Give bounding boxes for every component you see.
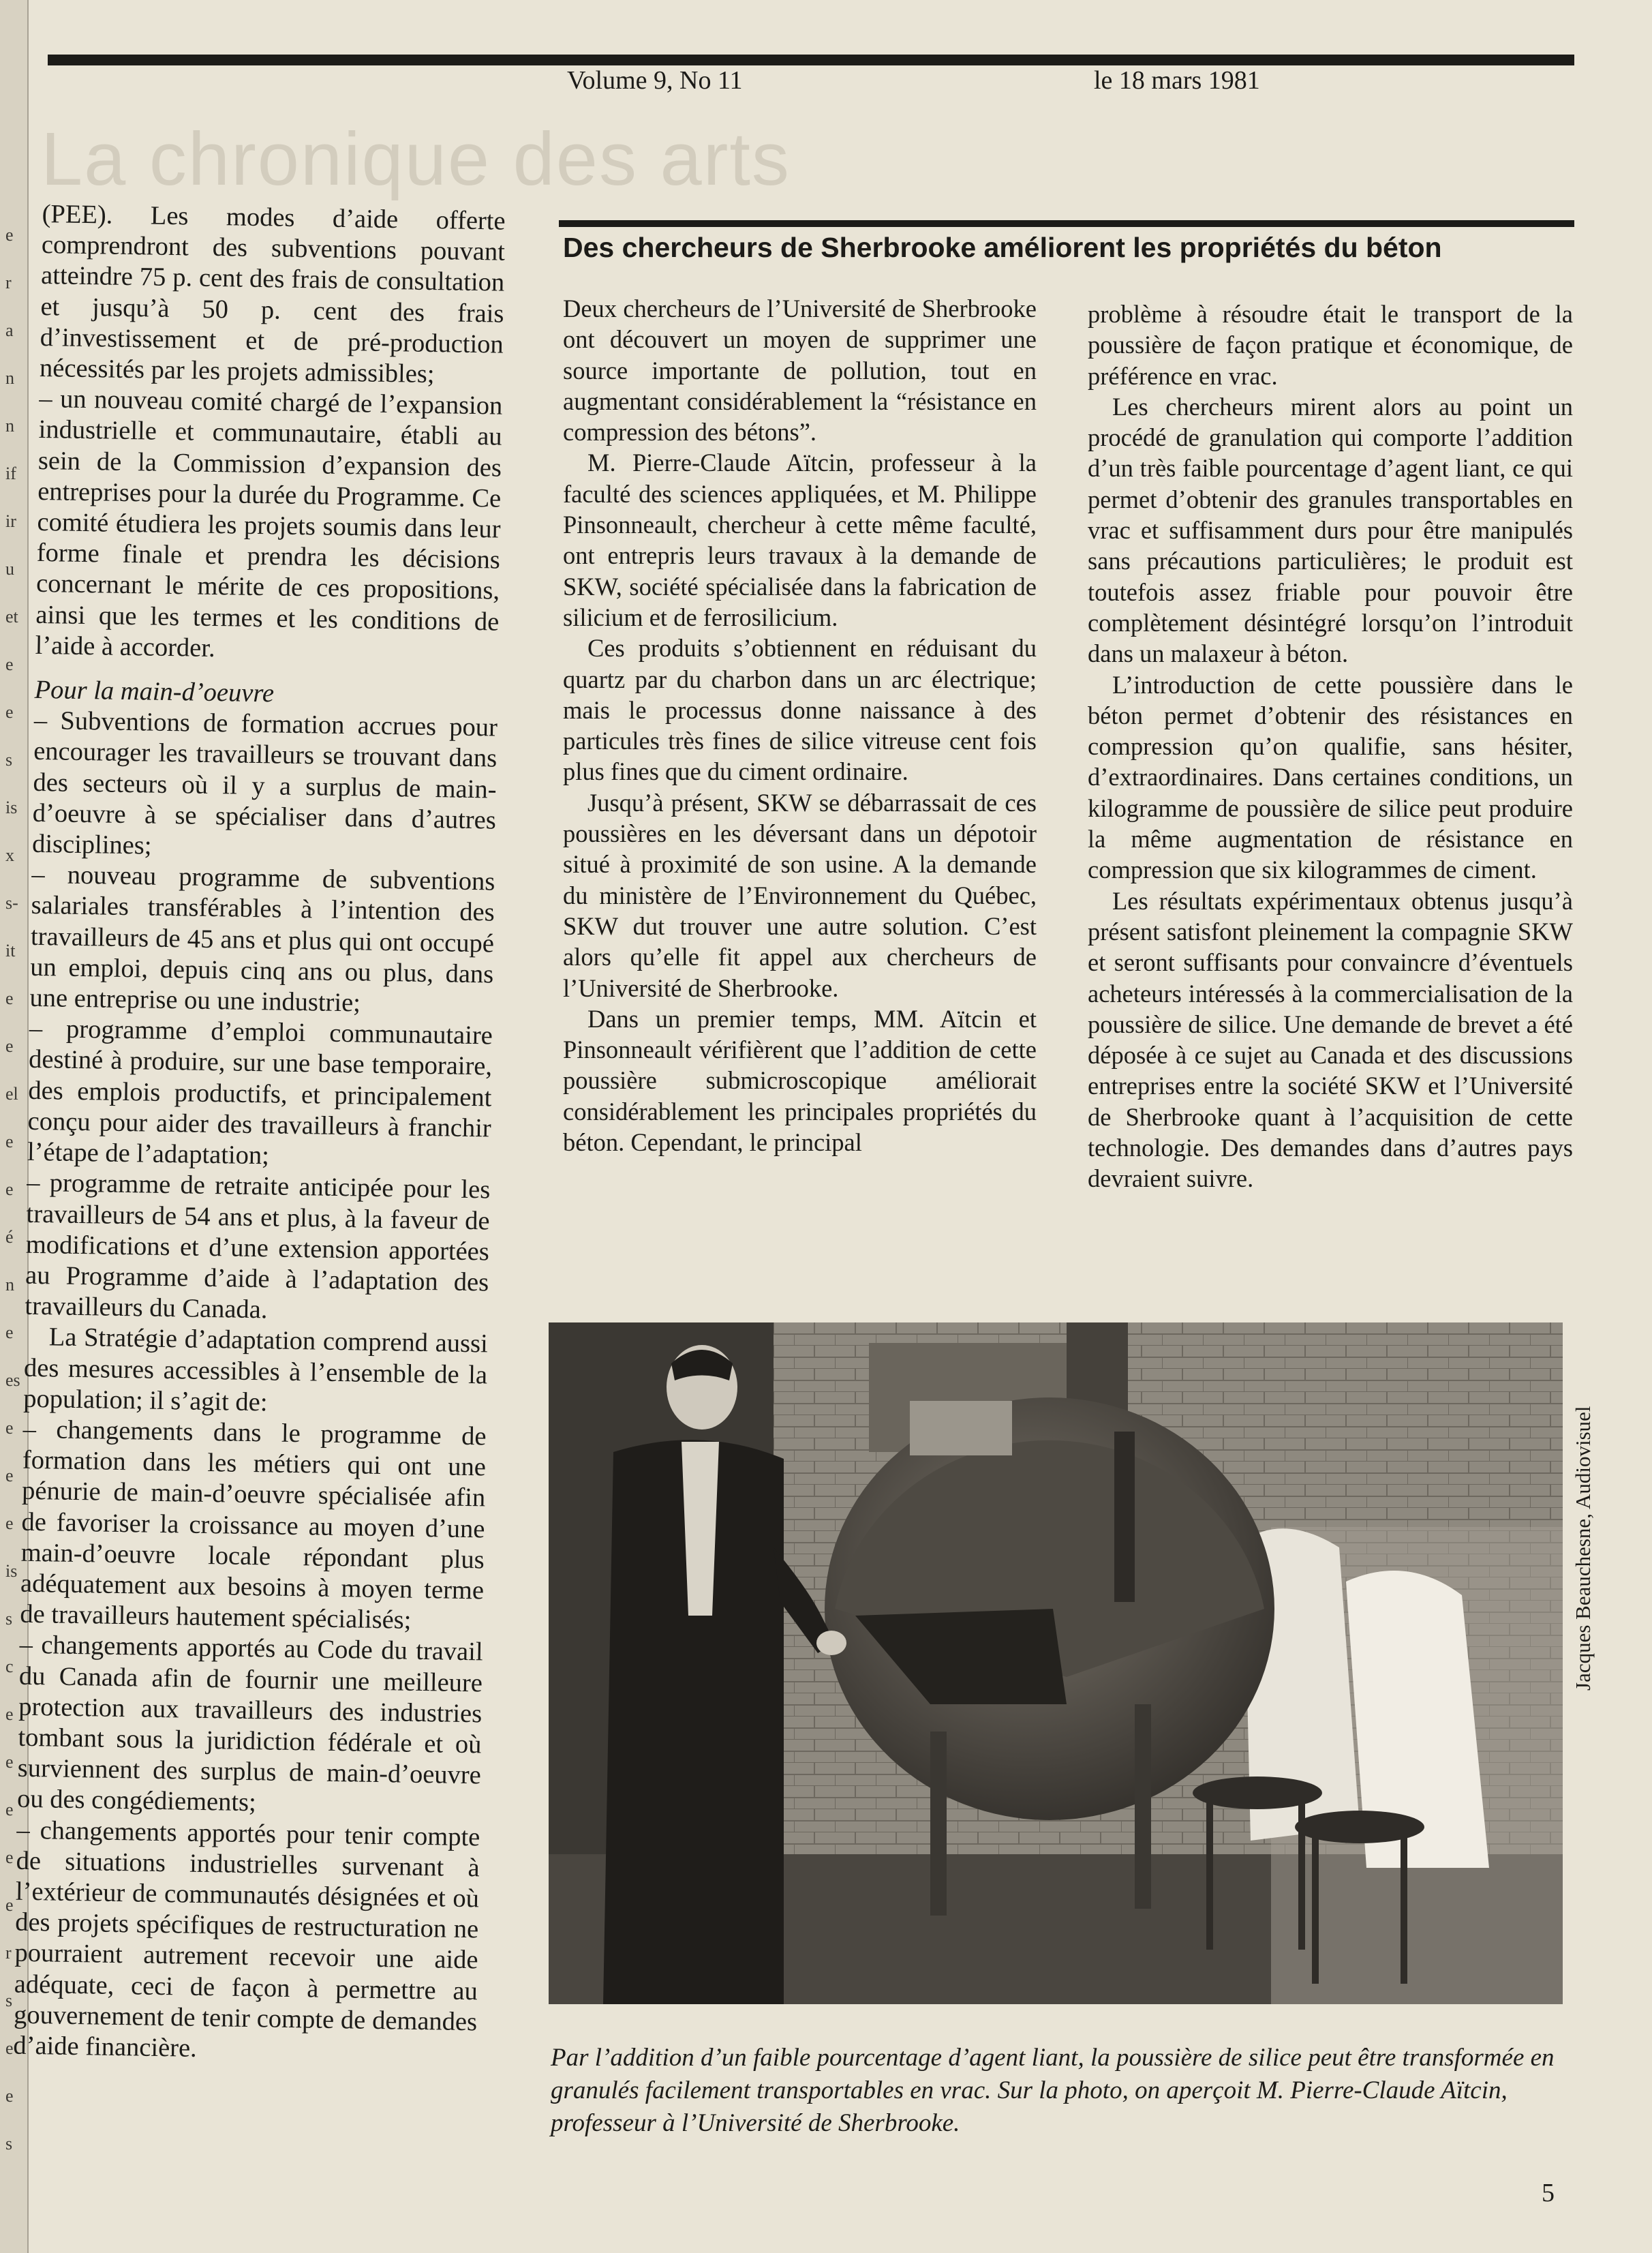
paragraph: L’introduction de cette poussière dans le béton permet d’obtenir des résistances en compression qu’on qualifie, sans hésiter, d’extraordinaires. Dans certaines conditions, un kilogramme de poussière de silice peut produire la même augmentation de résistance en compression que six kilogrammes de ciment.: [1088, 670, 1573, 884]
header-rule: [48, 55, 1574, 65]
gutter-letter: e: [5, 1466, 14, 1485]
show-through-title: La chronique des arts: [41, 117, 791, 201]
paragraph: Dans un premier temps, MM. Aïtcin et Pinsonneault vérifièrent que l’addition de cette poussière submicroscopique améliorait considérablement les principales propriétés du béton. Cependant, le principal: [563, 1004, 1037, 1157]
gutter-letter: e: [5, 1179, 14, 1199]
paragraph: Deux chercheurs de l’Université de Sherbrooke ont découvert un moyen de supprimer une source importante de pollution, tout en augmentant considérablement la “résistance en compression des bétons”.: [563, 294, 1037, 447]
paragraph: M. Pierre-Claude Aïtcin, professeur à la faculté des sciences appliquées, et M. Philippe Pinsonneault, chercheur à cette même faculté, ont entrepris leurs travaux à la demande de SKW, société spécialisée dans la fabrication de silicium et de ferrosilicium.: [563, 449, 1037, 631]
gutter-letter: e: [5, 1704, 14, 1724]
paragraph: – un nouveau comité chargé de l’expansion industrielle et communautaire, établi au sein de la Commission d’expansion des entreprises pour la durée du Programme. Ce comité étudiera les projets soumis dans leur forme finale et prendra les décisions concernant le mérite de ces propositions, ainsi que les termes et les conditions de l’aide à accorder.: [35, 384, 503, 663]
gutter-letter: e: [5, 1752, 14, 1772]
article-column-middle: [563, 293, 1037, 1158]
gutter-letter: it: [5, 941, 16, 961]
gutter-letter: ir: [5, 511, 16, 531]
gutter-letter: e: [5, 2086, 14, 2106]
gutter-letter: es: [5, 1370, 20, 1390]
gutter-letter: r: [5, 273, 12, 292]
paragraph: – changements apportés au Code du travail du Canada afin de fournir une meilleure protection aux travailleurs des industries tombant sous la juridiction fédérale et où surviennent des surplus de main-d’oeuvre ou des congédiements;: [16, 1631, 483, 1817]
paragraph: – programme d’emploi communautaire destiné à produire, sur une base temporaire, des emplois productifs, et principalement conçu pour aider des travailleurs à franchir l’étape de l’adaptation;: [27, 1014, 493, 1170]
issue-volume: Volume 9, No 11: [567, 66, 743, 95]
gutter-letter: n: [5, 1275, 14, 1295]
gutter-letter: n: [5, 368, 14, 388]
article-rule: [559, 220, 1574, 227]
paragraph: (PEE). Les modes d’aide offerte comprendront des subventions pouvant atteindre 75 p. cent des frais de consultation et jusqu’à 50 p. cent des frais d’investissement et de pré-production nécessités par les projets admissibles;: [39, 199, 506, 389]
gutter-letter: e: [5, 2038, 14, 2058]
paragraph: – nouveau programme de subventions salariales transférables à l’intention des travailleurs de 45 ans et plus qui ont occupé un emploi, depuis cinq ans ou plus, dans une entreprise ou une industrie;: [29, 860, 495, 1018]
page-number: 5: [1542, 2179, 1555, 2207]
gutter-letter: el: [5, 1084, 18, 1104]
paragraph: problème à résoudre était le transport de la poussière de façon pratique et économique, de préférence en vrac.: [1088, 300, 1573, 390]
paragraph: – changements apportés pour tenir compte de situations industrielles survenant à l’extérieur de communautés désignées et où des projets spécifiques de restructuration ne pourraient autrement recevoir une aide adéquate, ceci de façon à permettre au gouvernement de tenir compte de demandes d’aide financière.: [13, 1815, 480, 2063]
paragraph: Les résultats expérimentaux obtenus jusqu’à présent satisfont pleinement la compagnie SKW et seront suffisants pour convaincre d’éventuels acheteurs intéressés à la commercialisation de la poussière de silice. Une demande de brevet a été déposée à ce sujet au Canada et des discussions entreprises entre la société SKW et l’Université de Sherbrooke quant à l’acquisition de cette technologie. Des demandes dans d’autres pays devraient suivre.: [1088, 886, 1573, 1193]
gutter-letter: e: [5, 1800, 14, 1819]
gutter-letter: e: [5, 702, 14, 722]
paragraph: – Subventions de formation accrues pour encourager les travailleurs se trouvant dans des secteurs où il y a surplus de main-d’oeuvre à se spécialiser dans d’autres disciplines;: [31, 706, 498, 860]
gutter-letter: s: [5, 750, 13, 770]
gutter-letter: x: [5, 845, 14, 865]
subheading: Pour la main-d’oeuvre: [34, 675, 275, 708]
issue-date: le 18 mars 1981: [1094, 66, 1260, 95]
gutter-letter: e: [5, 1322, 14, 1342]
paragraph: – changements dans le programme de formation dans les métiers qui ont une pénurie de main-d’oeuvre spécialisée afin de favoriser la croissance au moyen d’une main-d’oeuvre locale répondant plus adéquatement aux besoins à moyen terme de travailleurs hautement spécialisés;: [20, 1415, 487, 1635]
article-photo: [549, 1322, 1563, 2004]
gutter-letter: e: [5, 1513, 14, 1533]
gutter-letter: s: [5, 2134, 13, 2153]
paragraph: La Stratégie d’adaptation comprend aussi des mesures accessibles à l’ensemble de la population; il s’agit de:: [23, 1322, 489, 1417]
gutter-letter: e: [5, 225, 14, 245]
photo-credit: Jacques Beauchesne, Audiovisuel: [1571, 1406, 1595, 1691]
gutter-letter: s: [5, 1991, 13, 2010]
paragraph: – programme de retraite anticipée pour les travailleurs de 54 ans et plus, à la faveur de modifications et d’une extension apportées au Programme d’aide à l’adaptation des travailleurs du Canada.: [25, 1168, 491, 1325]
paragraph: Ces produits s’obtiennent en réduisant du quartz par du charbon dans un arc électrique; mais le processus donne naissance à des particules très fines de silice vitreuse cent fois plus fines que du ciment ordinaire.: [563, 634, 1037, 786]
gutter-letter: c: [5, 1657, 14, 1676]
gutter-letter: e: [5, 1895, 14, 1915]
gutter-letter: a: [5, 320, 14, 340]
gutter-letter: e: [5, 1418, 14, 1438]
photo-illustration: [549, 1322, 1563, 2004]
gutter-letter: é: [5, 1227, 14, 1247]
gutter-letter: if: [5, 464, 16, 483]
gutter-letter: e: [5, 1847, 14, 1867]
article-title: Des chercheurs de Sherbrooke améliorent les propriétés du béton: [563, 232, 1442, 263]
paragraph: Jusqu’à présent, SKW se débarrassait de ces poussières en les déversant dans un dépotoir situé à proximité de son usine. A la demande du ministère de l’Environnement du Québec, SKW dut trouver une autre solution. C’est alors qu’elle fit appel aux chercheurs de l’Université de Sherbrooke.: [563, 788, 1037, 1002]
gutter-letter: r: [5, 1943, 12, 1963]
paragraph: Les chercheurs mirent alors au point un procédé de granulation qui comporte l’addition d’un très faible pourcentage d’agent liant, ce qui permet d’obtenir des granules transportables en vrac et suffisamment durs pour être manipulés sans précautions particulières; le produit est toutefois assez friable pour pouvoir être complètement désintégré lorsqu’on l’introduit dans un malaxeur à béton.: [1088, 392, 1573, 668]
gutter-letter: et: [5, 607, 18, 626]
gutter-letter: u: [5, 559, 14, 579]
gutter-letter: e: [5, 654, 14, 674]
gutter-letter: e: [5, 1132, 14, 1151]
gutter-letter: n: [5, 416, 14, 436]
gutter-letter: is: [5, 798, 18, 817]
photo-caption: Par l’addition d’un faible pourcentage d’agent liant, la poussière de silice peut être transformée en granulés facilement transportables en vrac. Sur la photo, on aperçoit M. Pierre-Claude Aïtcin, professeur à l’Université de Sherbrooke.: [551, 2044, 1555, 2137]
gutter-letter: s-: [5, 893, 18, 913]
article-column-right: [1088, 299, 1573, 1194]
gutter-letter: is: [5, 1561, 18, 1581]
left-column: [13, 199, 506, 2069]
gutter-letter: e: [5, 1036, 14, 1056]
gutter-letter: s: [5, 1609, 13, 1629]
gutter-letter: e: [5, 988, 14, 1008]
